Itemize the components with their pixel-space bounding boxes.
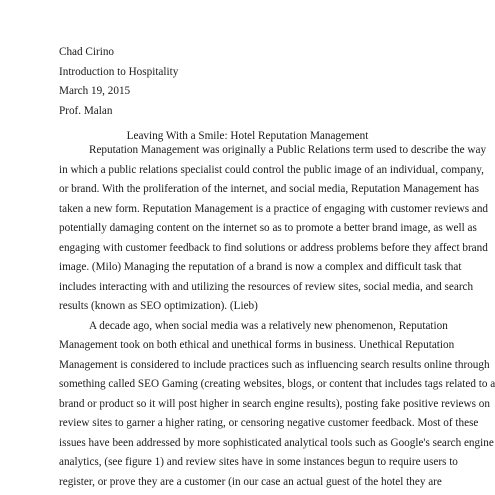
header-block <box>59 43 178 121</box>
author-name: Chad Cirino <box>59 46 115 58</box>
paragraph-2-line: issues have been addressed by more sophisticated analytical tools such as Google's search engine <box>59 436 494 449</box>
paragraph-1-line: includes interacting with and utilizing the resources of review sites, social media, and search <box>59 280 474 293</box>
paragraph-1-line: taken a new form. Reputation Management is a practice of engaging with customer reviews and <box>59 202 489 215</box>
paragraph-1-line: engaging with customer feedback to find solutions or address problems before they affect brand <box>59 241 488 254</box>
paragraph-1-line: Reputation Management was originally a Public Relations term used to describe the way <box>89 144 487 156</box>
paragraph-2-line: something called SEO Gaming (creating websites, blogs, or content that includes tags related to a <box>59 378 495 390</box>
paragraph-2-line: register, or prove they are a customer (in our case an actual guest of the hotel they are <box>59 475 442 488</box>
paragraph-2-line: review sites to garner a higher rating, or censoring negative customer feedback. Most of these <box>59 417 479 429</box>
document-date: March 19, 2015 <box>59 85 131 97</box>
paragraph-2-line: Management took on both ethical and unethical forms in business. Unethical Reputation <box>59 339 455 351</box>
paragraph-2-line: analytics, (see figure 1) and review sites have in some instances begun to require users to <box>59 456 458 468</box>
document-title: Leaving With a Smile: Hotel Reputation Management <box>126 130 369 142</box>
instructor-name: Prof. Malan <box>59 104 113 117</box>
paragraph-1-line: potentially damaging content on the internet so as to promote a better brand image, as well as <box>59 222 477 234</box>
paragraph-1-line: image. (Milo) Managing the reputation of a brand is now a complex and difficult task that <box>59 261 462 273</box>
course-name: Introduction to Hospitality <box>59 65 179 78</box>
paragraph-2-line: A decade ago, when social media was a relatively new phenomenon, Reputation <box>89 319 448 332</box>
paragraph-2-line: brand or product so it will post higher in search engine results), posting fake positive reviews on <box>59 397 490 410</box>
paragraph-2-line: Management is considered to include practices such as influencing search results online through <box>59 358 490 371</box>
paragraph-1-line: in which a public relations specialist could control the public image of an individual, company, <box>59 163 484 176</box>
paragraph-1-line: or brand. With the proliferation of the internet, and social media, Reputation Management has <box>59 183 479 195</box>
paragraph-1-line: results (known as SEO optimization). (Lieb) <box>59 300 258 312</box>
